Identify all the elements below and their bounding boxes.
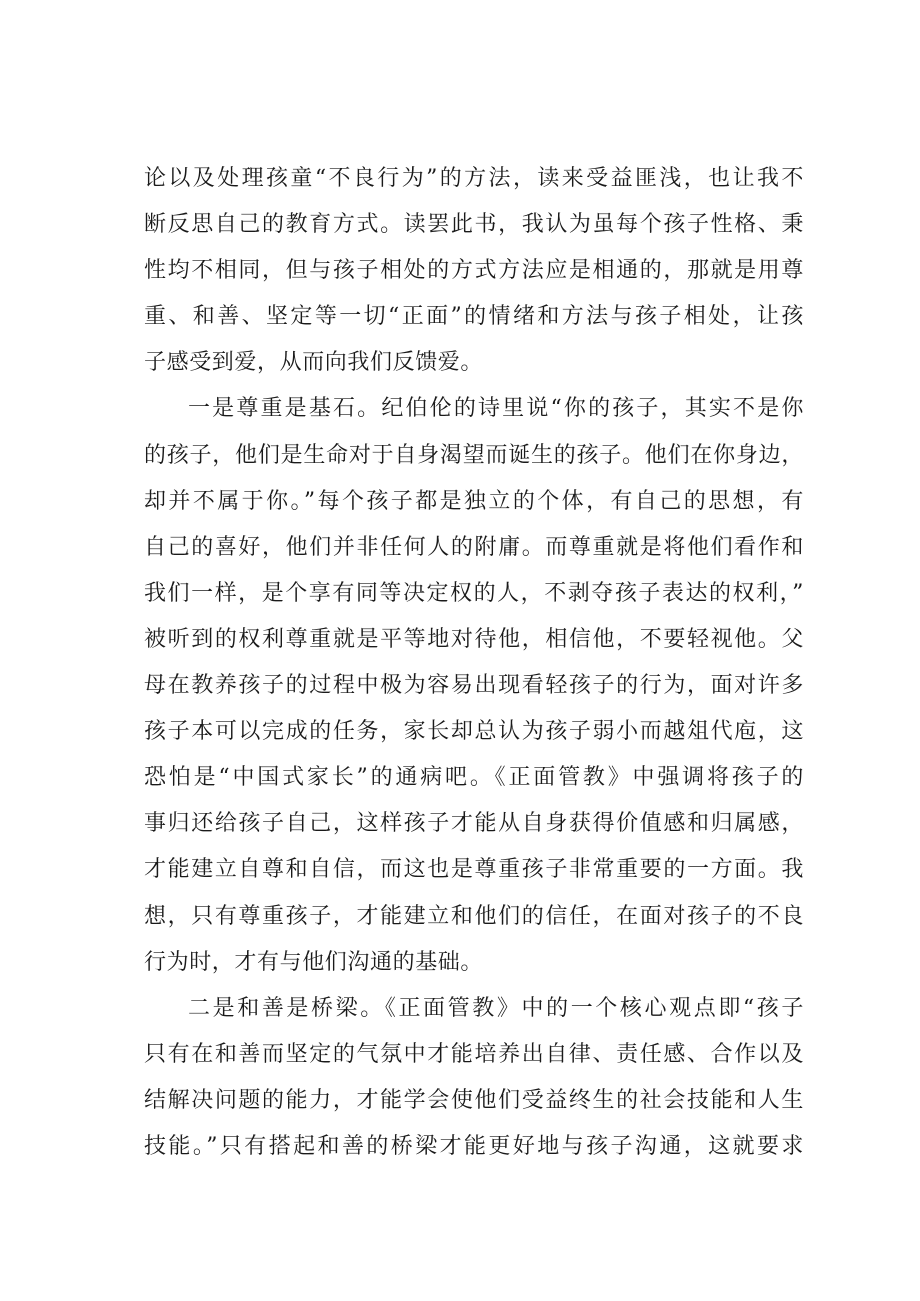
paragraph-1-line-3: 性均不相同，但与孩子相处的方式方法应是相通的，那就是用尊 xyxy=(144,258,804,284)
paragraph-2-line-6: 被听到的权利尊重就是平等地对待他，相信他，不要轻视他。父 xyxy=(144,626,804,652)
paragraph-1-line-4: 重、和善、坚定等一切“正面”的情绪和方法与孩子相处，让孩 xyxy=(144,304,804,330)
paragraph-2-line-2: 的孩子，他们是生命对于自身渴望而诞生的孩子。他们在你身边， xyxy=(144,442,804,468)
paragraph-3-line-4: 技能。”只有搭起和善的桥梁才能更好地与孩子沟通，这就要求 xyxy=(144,1133,804,1159)
paragraph-1-line-2: 断反思自己的教育方式。读罢此书，我认为虽每个孩子性格、秉 xyxy=(144,212,804,238)
paragraph-3-line-3: 结解决问题的能力，才能学会使他们受益终生的社会技能和人生 xyxy=(144,1087,804,1113)
paragraph-2-line-5: 我们一样，是个享有同等决定权的人，不剥夺孩子表达的权利，” xyxy=(144,580,804,606)
paragraph-2-line-10: 事归还给孩子自己，这样孩子才能从自身获得价值感和归属感， xyxy=(144,811,804,837)
paragraph-2-line-3: 却并不属于你。”每个孩子都是独立的个体，有自己的思想，有 xyxy=(144,488,804,514)
paragraph-2-line-8: 孩子本可以完成的任务，家长却总认为孩子弱小而越俎代庖，这 xyxy=(144,719,804,745)
paragraph-2-line-12: 想，只有尊重孩子，才能建立和他们的信任，在面对孩子的不良 xyxy=(144,903,804,929)
paragraph-3-line-2: 只有在和善而坚定的气氛中才能培养出自律、责任感、合作以及 xyxy=(144,1041,804,1067)
paragraph-3-line-1: 二是和善是桥梁。《正面管教》中的一个核心观点即“孩子 xyxy=(188,995,804,1021)
paragraph-1-line-5: 子感受到爱，从而向我们反馈爱。 xyxy=(144,350,484,376)
paragraph-2-line-11: 才能建立自尊和自信，而这也是尊重孩子非常重要的一方面。我 xyxy=(144,857,804,883)
paragraph-2-line-9: 恐怕是“中国式家长”的通病吧。《正面管教》中强调将孩子的 xyxy=(144,765,804,791)
paragraph-2-line-4: 自己的喜好，他们并非任何人的附庸。而尊重就是将他们看作和 xyxy=(144,534,804,560)
paragraph-1-line-1: 论以及处理孩童“不良行为”的方法，读来受益匪浅，也让我不 xyxy=(144,166,804,191)
paragraph-2-line-7: 母在教养孩子的过程中极为容易出现看轻孩子的行为，面对许多 xyxy=(144,673,804,699)
body-text xyxy=(144,156,804,1170)
paragraph-2-line-1: 一是尊重是基石。纪伯伦的诗里说“你的孩子，其实不是你 xyxy=(188,396,804,422)
paragraph-2-line-13: 行为时，才有与他们沟通的基础。 xyxy=(144,949,484,975)
